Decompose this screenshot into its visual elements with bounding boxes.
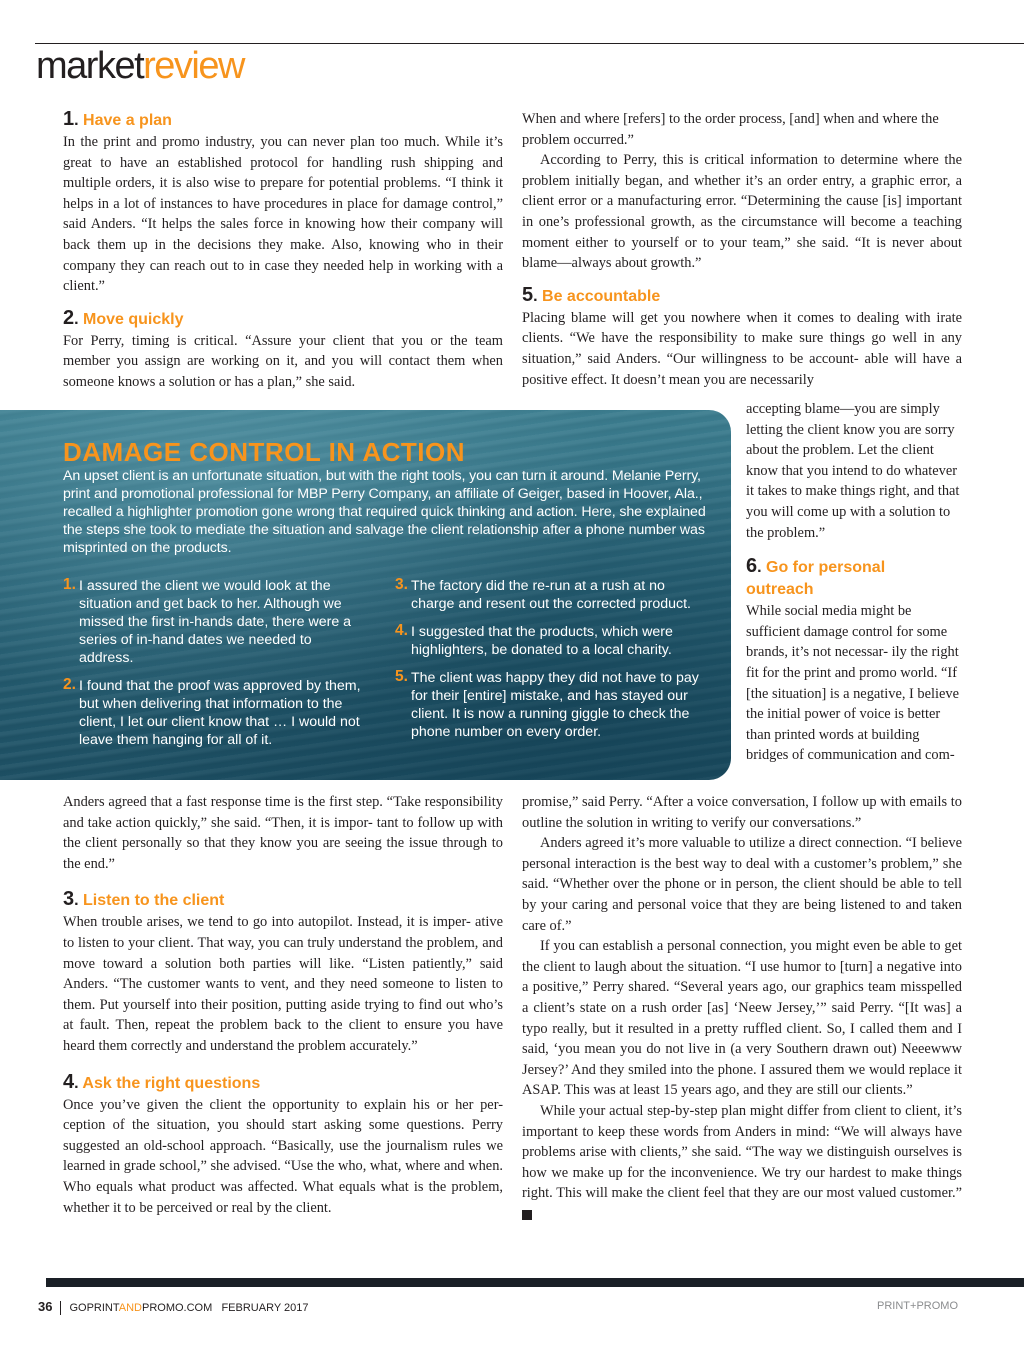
right-column-bottom — [522, 792, 962, 1224]
left-bottom-paragraph-1: Anders agreed that a fast response time is the first step. “Take responsibility and take action quickly,” she said. “Then, it is impor- tant to follow up with the client personally so that they know you are seeing the issue through to the end.” — [63, 794, 503, 872]
right-bottom-paragraph-1: promise,” said Perry. “After a voice conversation, I follow up with emails to outline the solution in writing to verify our conversations.” — [522, 794, 962, 831]
right-bottom-paragraph-3: If you can establish a personal connection, you might even be able to get the client to laugh about the situation. “I use humor to [turn] a negative into a positive,” Perry shared. “Several years ago, our graphics team misspelled a client’s state on a rush order [as] ‘Neew Jersey,’” said Perry. “[It was] a typo really, but it resulted in a pretty ruffled client. So, I called them and I said, ‘you mean you do not live in (a very Southern drawn out) Neeewww Jersey?’ And they smiled into the phone. I assured them we would replace it ASAP. This was at least 15 years ago, and they are still our clients.” — [522, 938, 962, 1099]
right-column-narrow — [746, 399, 964, 766]
section-body-6: While social media might be sufficient damage control for some brands, it’s not necessar- ily the right fit for the print and promo world. “If [the situation] is a negative, I believe the initial power of voice is better than printed words at building bridges of communication and com- — [746, 603, 959, 764]
footer-publication: PRINT+PROMO — [877, 1300, 958, 1312]
footer-bar — [46, 1278, 1024, 1287]
sidebar-box — [0, 410, 731, 780]
section-body-2: For Perry, timing is critical. “Assure your client that you or the team member you assign are working on it, and you will contact them when someone knows a solution or has a plan,” she said. — [63, 332, 503, 390]
footer-date: FEBRUARY 2017 — [221, 1302, 309, 1314]
end-mark-icon: + — [522, 1210, 532, 1220]
right-paragraph-1: When and where [refers] to the order process, [and] when and where the problem occurred.” — [522, 111, 939, 148]
section-heading-5: 5. Be accountable — [522, 283, 661, 306]
sidebar-step: 2. I found that the proof was approved by them, but when delivering that information to the client, I let our client know that … I would not leave them hanging for all of it. — [63, 676, 361, 748]
sidebar-intro: An upset client is an unfortunate situation, but with the right tools, you can turn it around. Melanie Perry, print and promotional professional for MBP Perry Company, an affiliate of Geiger, based in Hoover, Ala., recalled a highlighter promotion gone wrong that required quick thinking and action. Here, she explained the steps she took to mediate the situation and salvage the client relationship after a phone number was misprinted on the products. — [63, 468, 706, 556]
right-column-top — [522, 109, 962, 390]
footer-divider — [60, 1301, 61, 1315]
masthead-review: review — [143, 45, 244, 87]
section-body-5-continued: accepting blame—you are simply letting the client know you are sorry about the problem. Let the client know that you intend to do whatever it takes to make things right, and that you will come up with a solution to the problem.” — [746, 401, 960, 541]
section-heading-1: 1. Have a plan — [63, 108, 172, 130]
left-column-top — [63, 108, 503, 393]
section-body-3: When trouble arises, we tend to go into autopilot. Instead, it is imper- ative to listen to your client. That way, you can truly understand the problem, and move toward a solution both parties will like. “Listen patiently,” said Anders. “The customer wants to vent, and they need someone to listen to them. Put yourself into their position, putting aside trying to find out who’s at fault. Then, repeat the problem back to the client to ensure you have heard them correctly and understand the problem accurately.” — [63, 914, 503, 1054]
footer-left — [38, 1299, 308, 1315]
masthead-market: market — [36, 45, 144, 87]
section-body-5: Placing blame will get you nowhere when it comes to dealing with irate clients. “We have the responsibility to make sure things go well in any situation,” said Anders. “Our willingness to be account- able will have a positive effect. It doesn’t mean you are necessarily — [522, 309, 962, 388]
sidebar-steps-left — [63, 577, 368, 759]
sidebar-steps-right — [395, 577, 711, 751]
section-heading-6: 6. Go for personal outreach — [746, 555, 886, 599]
section-heading-2: 2. Move quickly — [63, 306, 184, 329]
sidebar-step: 4. I suggested that the products, which were highlighters, be donated to a local charity. — [395, 622, 673, 658]
footer-site: GOPRINTANDPROMO.COM — [69, 1302, 213, 1314]
masthead — [36, 44, 244, 88]
section-heading-4: 4. Ask the right questions — [63, 1070, 261, 1093]
section-heading-3: 3. Listen to the client — [63, 888, 225, 911]
right-paragraph-2: According to Perry, this is critical information to determine where the problem initially began, and whether it’s an order entry, a graphic error, a client error or a manufacturing error. “Determining the cause [is] important in one’s professional growth, as the circumstance will become a teaching moment either to yourself or to your team,” she said. “It is never about blame—always about growth.” — [522, 152, 962, 272]
right-bottom-paragraph-2: Anders agreed it’s more valuable to utilize a direct connection. “I believe personal interaction is the best way to deal with a customer’s problem,” she said. “Whether over the phone or in person, the client should be able to tell by your caring and personal voice that they are being listened to and taken care of.” — [522, 835, 962, 934]
page-number: 36 — [38, 1299, 53, 1314]
left-column-bottom — [63, 792, 503, 1218]
right-bottom-paragraph-4: While your actual step-by-step plan might differ from client to client, it’s important to keep these words from Anders in mind: “We will always have problems arise with clients,” she said. “The way we distinguish ourselves is how we make up for the inconvenience. We try our hardest to make things right. This will make the client feel that they are our most valued customer.” + — [522, 1102, 962, 1220]
sidebar-step: 5. The client was happy they did not have to pay for their [entire] mistake, and has stayed our client. It is now a running giggle to check the phone number on every order. — [395, 668, 699, 740]
section-body-4: Once you’ve given the client the opportunity to explain his or her per- ception of the situation, you should start asking some questions. Perry suggested an old-school approach. “Basically, use the journalism rules we learned in grade school,” she advised. “Use the who, what, where and when. Who equals what product was affected. What equals what is the problem, whether it to be perceived or real by the client. — [63, 1096, 503, 1216]
sidebar-step: 1. I assured the client we would look at the situation and get back to her. Although we missed the first in-hands date, there were a series of in-hand dates we needed to address. — [63, 576, 352, 666]
sidebar-title: DAMAGE CONTROL IN ACTION — [63, 437, 465, 467]
sidebar-step: 3. The factory did the re-run at a rush at no charge and resent out the corrected product. — [395, 576, 691, 612]
section-body-1: In the print and promo industry, you can never plan too much. While it’s great to have an established protocol for handling rush shipping and multiple orders, it is also wise to prepare for potential problems. “I think it helps in a lot of instances to have procedures in place for damage control,” said Anders. “It helps the sales force in knowing how their company will back them up in the decisions they make. Also, knowing who in their company they can reach out to in case they needed help in working with a client.” — [63, 134, 503, 295]
